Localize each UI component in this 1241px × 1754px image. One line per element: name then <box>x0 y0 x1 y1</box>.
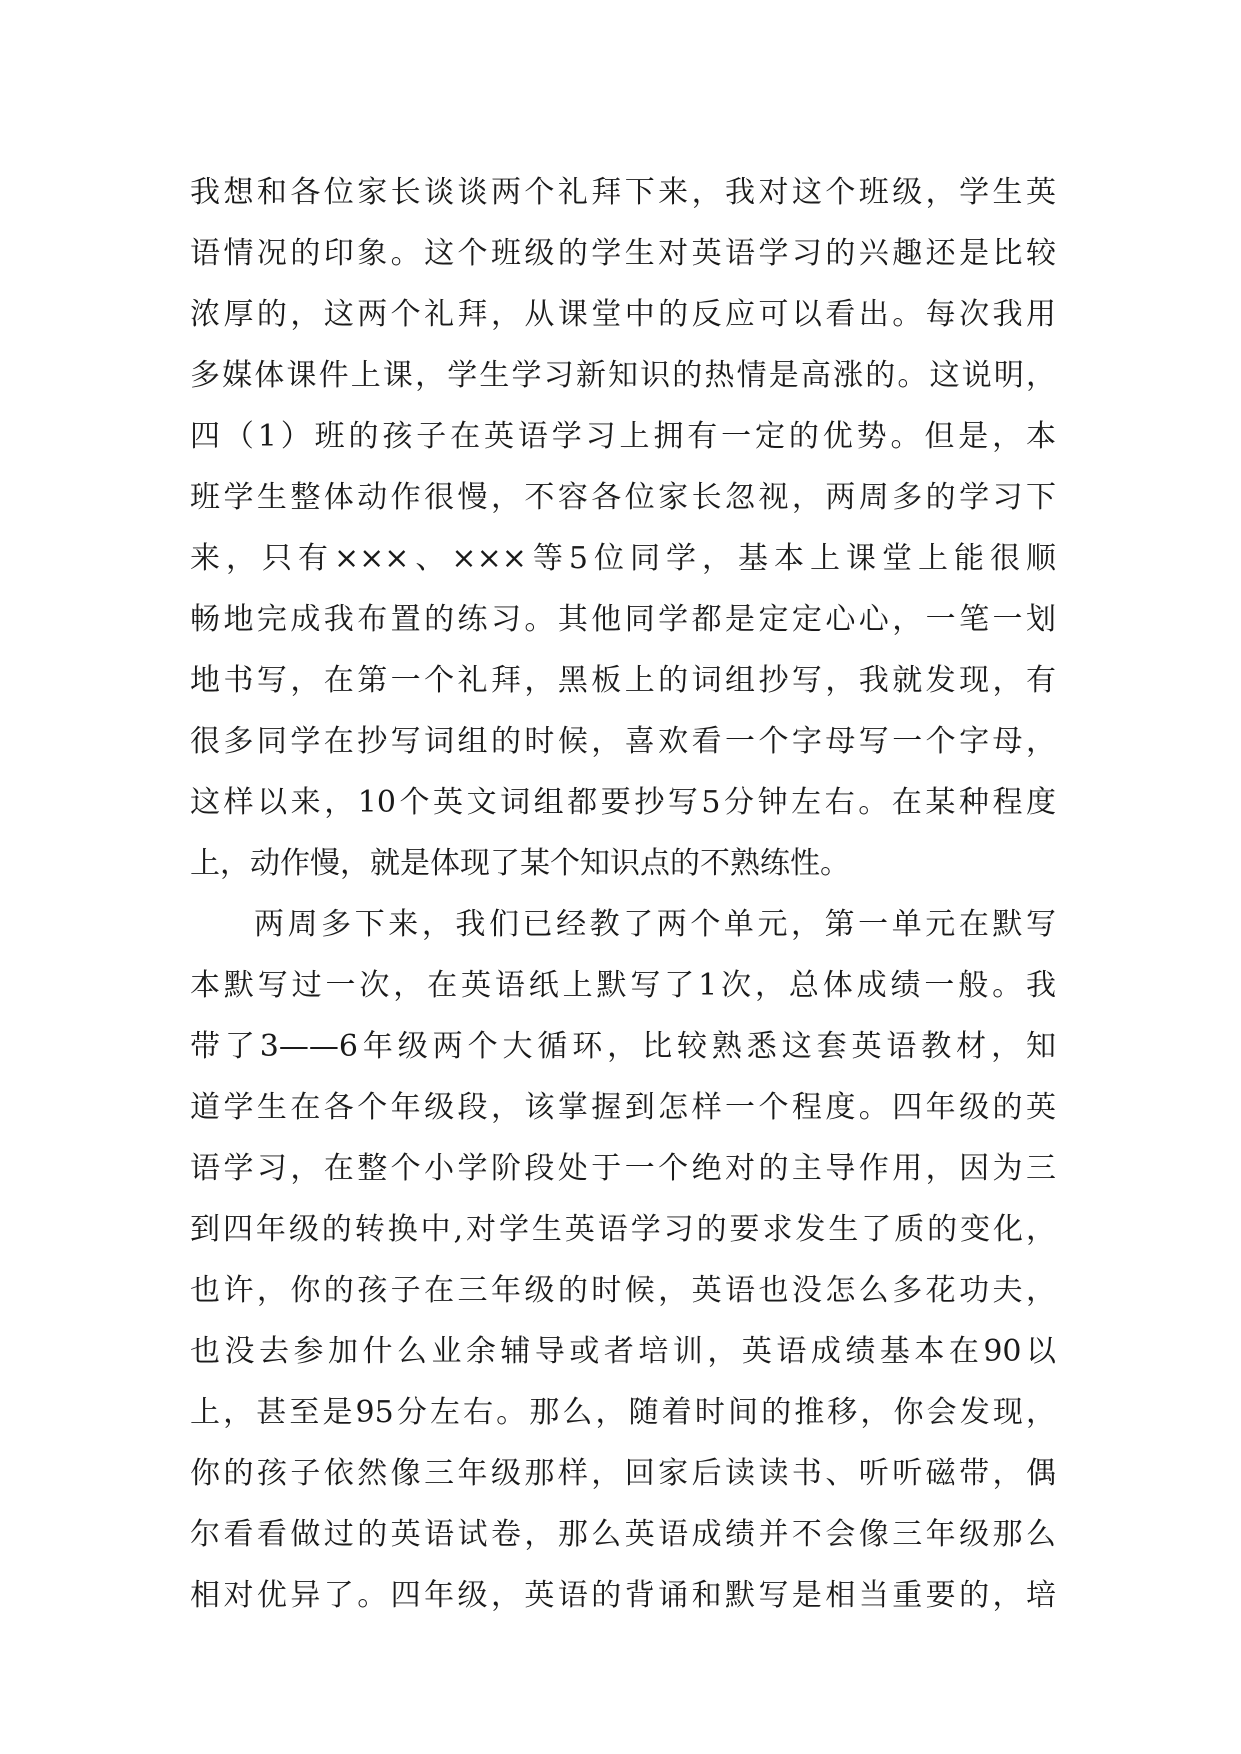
text-line: 你的孩子依然像三年级那样，回家后读读书、听听磁带，偶 <box>190 1456 1056 1491</box>
text-line: 到四年级的转换中,对学生英语学习的要求发生了质的变化， <box>190 1212 1056 1247</box>
text-line: 两周多下来，我们已经教了两个单元，第一单元在默写 <box>254 907 1056 942</box>
text-line: 四（1）班的孩子在英语学习上拥有一定的优势。但是，本 <box>190 419 1056 454</box>
text-line: 多媒体课件上课，学生学习新知识的热情是高涨的。这说明， <box>190 358 1056 393</box>
body-text <box>190 162 1056 1626</box>
text-line: 也许，你的孩子在三年级的时候，英语也没怎么多花功夫， <box>190 1273 1056 1308</box>
text-line: 本默写过一次，在英语纸上默写了1次，总体成绩一般。我 <box>190 968 1056 1003</box>
text-line: 畅地完成我布置的练习。其他同学都是定定心心，一笔一划 <box>190 602 1056 637</box>
text-line: 上，动作慢，就是体现了某个知识点的不熟练性。 <box>190 846 850 881</box>
text-line: 道学生在各个年级段，该掌握到怎样一个程度。四年级的英 <box>190 1090 1056 1125</box>
text-line: 也没去参加什么业余辅导或者培训，英语成绩基本在90以 <box>190 1334 1056 1369</box>
text-line: 地书写，在第一个礼拜，黑板上的词组抄写，我就发现，有 <box>190 663 1056 698</box>
text-line: 尔看看做过的英语试卷，那么英语成绩并不会像三年级那么 <box>190 1517 1056 1552</box>
text-line: 来，只有×××、×××等5位同学，基本上课堂上能很顺 <box>190 541 1056 576</box>
text-line: 很多同学在抄写词组的时候，喜欢看一个字母写一个字母， <box>190 724 1056 759</box>
paragraph-2 <box>190 894 1056 1626</box>
text-line: 班学生整体动作很慢，不容各位家长忽视，两周多的学习下 <box>190 480 1056 515</box>
text-line: 这样以来，10个英文词组都要抄写5分钟左右。在某种程度 <box>190 785 1056 820</box>
text-line: 语情况的印象。这个班级的学生对英语学习的兴趣还是比较 <box>190 236 1056 271</box>
text-line: 我想和各位家长谈谈两个礼拜下来，我对这个班级，学生英 <box>190 175 1056 210</box>
text-line: 语学习，在整个小学阶段处于一个绝对的主导作用，因为三 <box>190 1151 1056 1186</box>
text-line: 带了3——6年级两个大循环，比较熟悉这套英语教材，知 <box>190 1029 1056 1064</box>
text-line: 相对优异了。四年级，英语的背诵和默写是相当重要的，培 <box>190 1578 1056 1613</box>
text-line: 浓厚的，这两个礼拜，从课堂中的反应可以看出。每次我用 <box>190 297 1056 332</box>
paragraph-1 <box>190 162 1056 894</box>
text-line: 上，甚至是95分左右。那么，随着时间的推移，你会发现， <box>190 1395 1056 1430</box>
